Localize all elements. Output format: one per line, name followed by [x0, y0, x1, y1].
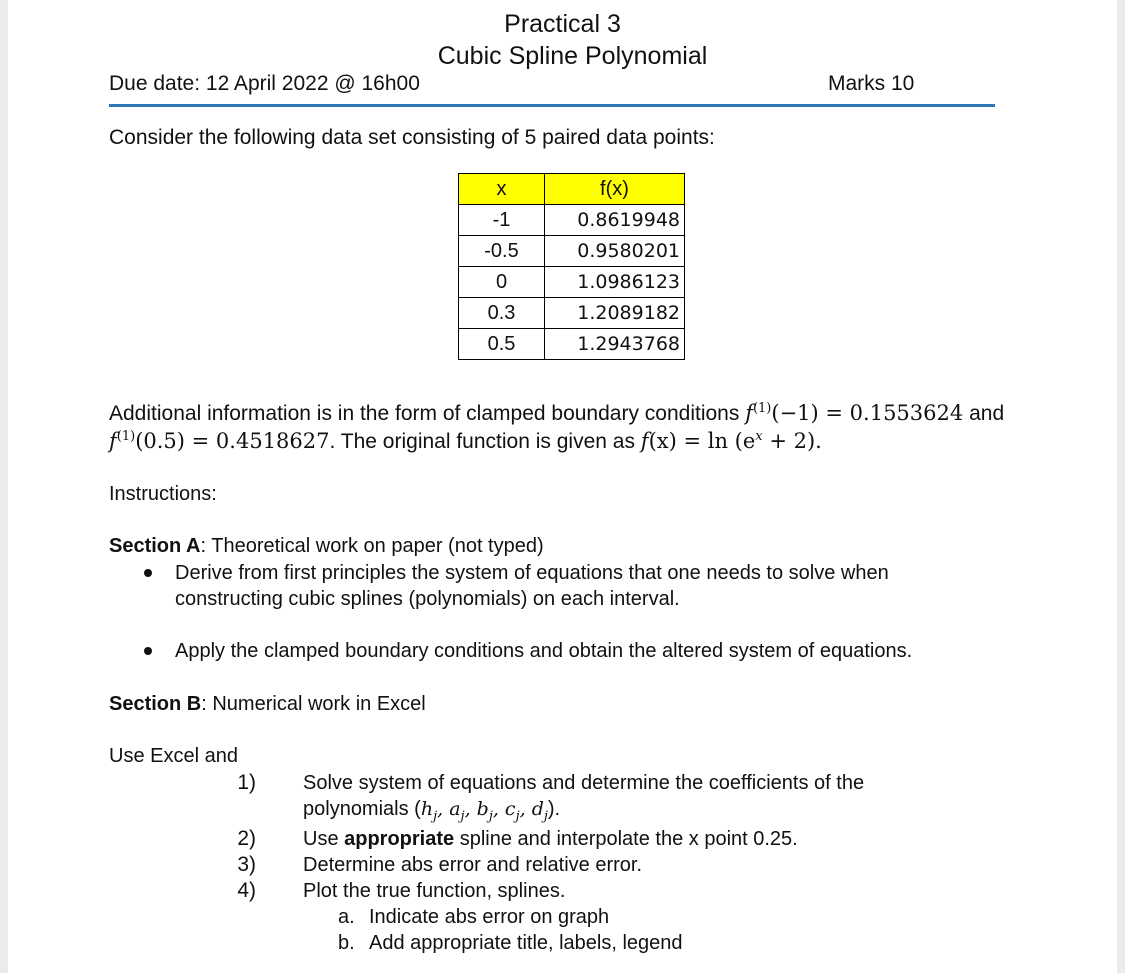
table-row [459, 205, 685, 236]
header-fx: f(x) [545, 174, 685, 205]
original-function-end: + 2). [762, 429, 822, 453]
boundary-cond-2: (0.5) = 0.4518627 [135, 429, 330, 453]
coefficients: $h_j$, $a_j$, $b_j$, $c_j$, $d_j$ [420, 798, 548, 824]
use-excel-label: Use Excel and [109, 745, 238, 767]
header-x: x [459, 174, 545, 205]
step-number: 2) [237, 827, 256, 850]
section-b-label: Section B [109, 693, 202, 715]
step-2-a: Use [303, 828, 345, 850]
due-date: Due date: 12 April 2022 @ 16h00 [109, 72, 420, 95]
bullet-icon [144, 647, 152, 655]
marks: Marks 10 [828, 72, 915, 95]
math-deriv: (1) [116, 429, 136, 444]
step-number: 4) [237, 879, 256, 902]
additional-text-c: . The original function is given as [329, 430, 641, 453]
section-b-desc: : Numerical work in Excel [201, 693, 426, 715]
original-function: (x) = ln (e [648, 429, 756, 453]
step-number: 1) [237, 771, 256, 794]
step-2 [303, 828, 798, 851]
sub-step-a-label: a. [338, 906, 355, 928]
section-a-bullet-1-line-1: Derive from first principles the system of equations that one needs to solve when [175, 562, 889, 584]
section-b-heading [109, 693, 426, 716]
step-1-prefix: polynomials ( [303, 798, 421, 820]
additional-line-1 [109, 401, 1004, 426]
step-number: 3) [237, 853, 256, 876]
cell-x: 0.5 [459, 329, 545, 360]
sub-step-b-label: b. [338, 932, 355, 954]
document-page [8, 0, 1117, 973]
cell-fx: 1.0986123 [545, 267, 685, 298]
header-rule [109, 104, 995, 107]
table-row [459, 298, 685, 329]
step-2-b: spline and interpolate the x point 0.25. [454, 828, 798, 850]
cell-x: 0.3 [459, 298, 545, 329]
instructions-label: Instructions: [109, 483, 217, 505]
cell-fx: 1.2089182 [545, 298, 685, 329]
table-row [459, 267, 685, 298]
table-row [459, 236, 685, 267]
bullet-icon [144, 569, 152, 577]
math-f: f [745, 401, 753, 425]
cell-fx: 1.2943768 [545, 329, 685, 360]
section-a-bullet-1-line-2: constructing cubic splines (polynomials) on each interval. [175, 588, 680, 610]
sub-step-b: Add appropriate title, labels, legend [369, 932, 683, 954]
section-a-bullet-2: Apply the clamped boundary conditions and obtain the altered system of equations. [175, 640, 913, 662]
boundary-cond-1: (−1) = 0.1553624 [771, 401, 964, 425]
section-a-heading [109, 535, 544, 558]
math-f: f [640, 429, 649, 453]
cell-fx: 0.8619948 [545, 205, 685, 236]
step-3: Determine abs error and relative error. [303, 854, 643, 876]
additional-line-2 [109, 429, 822, 454]
step-1-line-2 [303, 798, 560, 824]
cell-x: -1 [459, 205, 545, 236]
sub-step-a: Indicate abs error on graph [369, 906, 610, 928]
cell-x: 0 [459, 267, 545, 298]
math-f: f [109, 429, 117, 453]
step-2-bold: appropriate [344, 828, 455, 850]
section-a-label: Section A [109, 535, 201, 557]
step-1-end: ). [547, 798, 561, 820]
cell-x: -0.5 [459, 236, 545, 267]
func-exponent: x [755, 429, 763, 444]
additional-text-b: and [963, 402, 1005, 425]
table-header-row [459, 174, 685, 205]
section-a-desc: : Theoretical work on paper (not typed) [200, 535, 544, 557]
data-table [458, 173, 685, 360]
doc-subtitle: Cubic Spline Polynomial [437, 42, 708, 70]
math-deriv: (1) [752, 401, 772, 416]
cell-fx: 0.9580201 [545, 236, 685, 267]
step-4: Plot the true function, splines. [303, 880, 566, 902]
step-1-line-1: Solve system of equations and determine the coefficients of the [303, 772, 865, 794]
additional-text-a: Additional information is in the form of clamped boundary conditions [109, 402, 746, 425]
intro-text: Consider the following data set consisting of 5 paired data points: [109, 126, 715, 149]
doc-title: Practical 3 [504, 10, 621, 38]
table-row [459, 329, 685, 360]
